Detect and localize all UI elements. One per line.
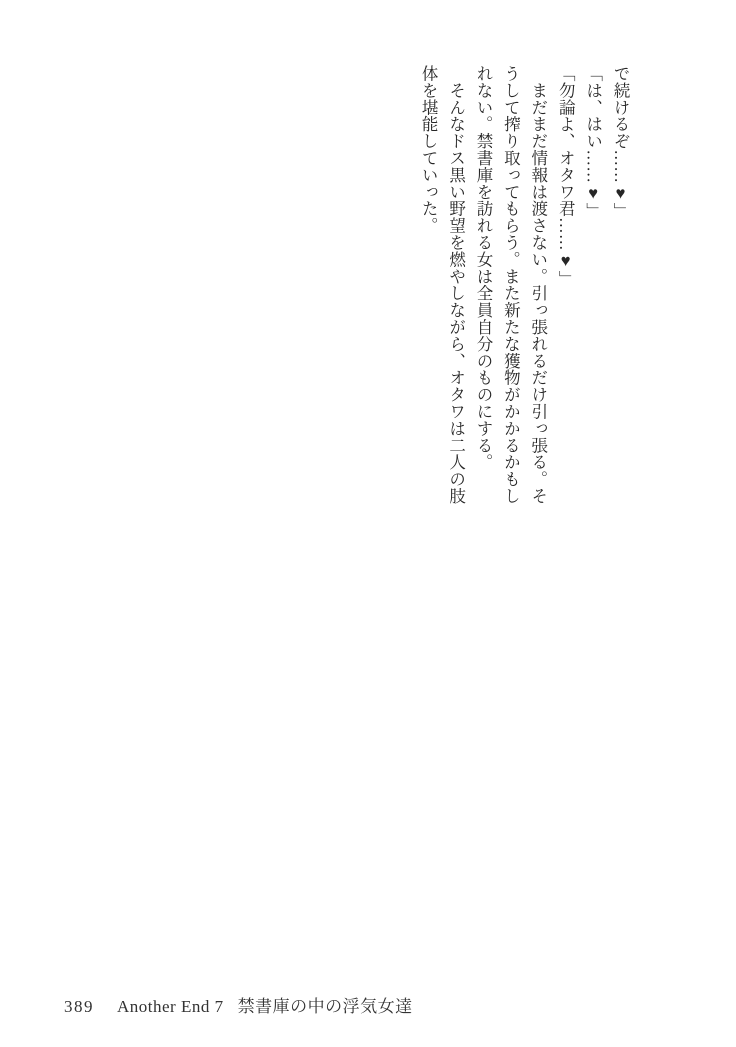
chapter-title: 禁書庫の中の浮気女達 (237, 997, 413, 1016)
novel-line-1: で続けるぞ……♥」 (611, 65, 630, 220)
novel-line-8: 体を堪能していった。 (419, 65, 439, 234)
novel-line-7: そんなドス黒い野望を燃やしながら、オタワは二人の肢 (446, 65, 466, 505)
novel-line-2: 「は、はい……♥」 (583, 65, 603, 220)
series-title: Another End 7 (117, 997, 224, 1016)
novel-line-3: 「勿論よ、オタワ君……♥」 (556, 65, 576, 288)
page-number: 389 (64, 997, 94, 1016)
page-footer (64, 992, 413, 1017)
novel-text-block (415, 65, 634, 503)
novel-line-5: うして搾り取ってもらう。また新たな獲物がかかるかもし (501, 65, 521, 505)
novel-line-4: まだまだ情報は渡さない。引っ張れるだけ引っ張る。そ (528, 65, 548, 505)
novel-line-6: れない。禁書庫を訪れる女は全員自分のものにする。 (473, 65, 493, 471)
